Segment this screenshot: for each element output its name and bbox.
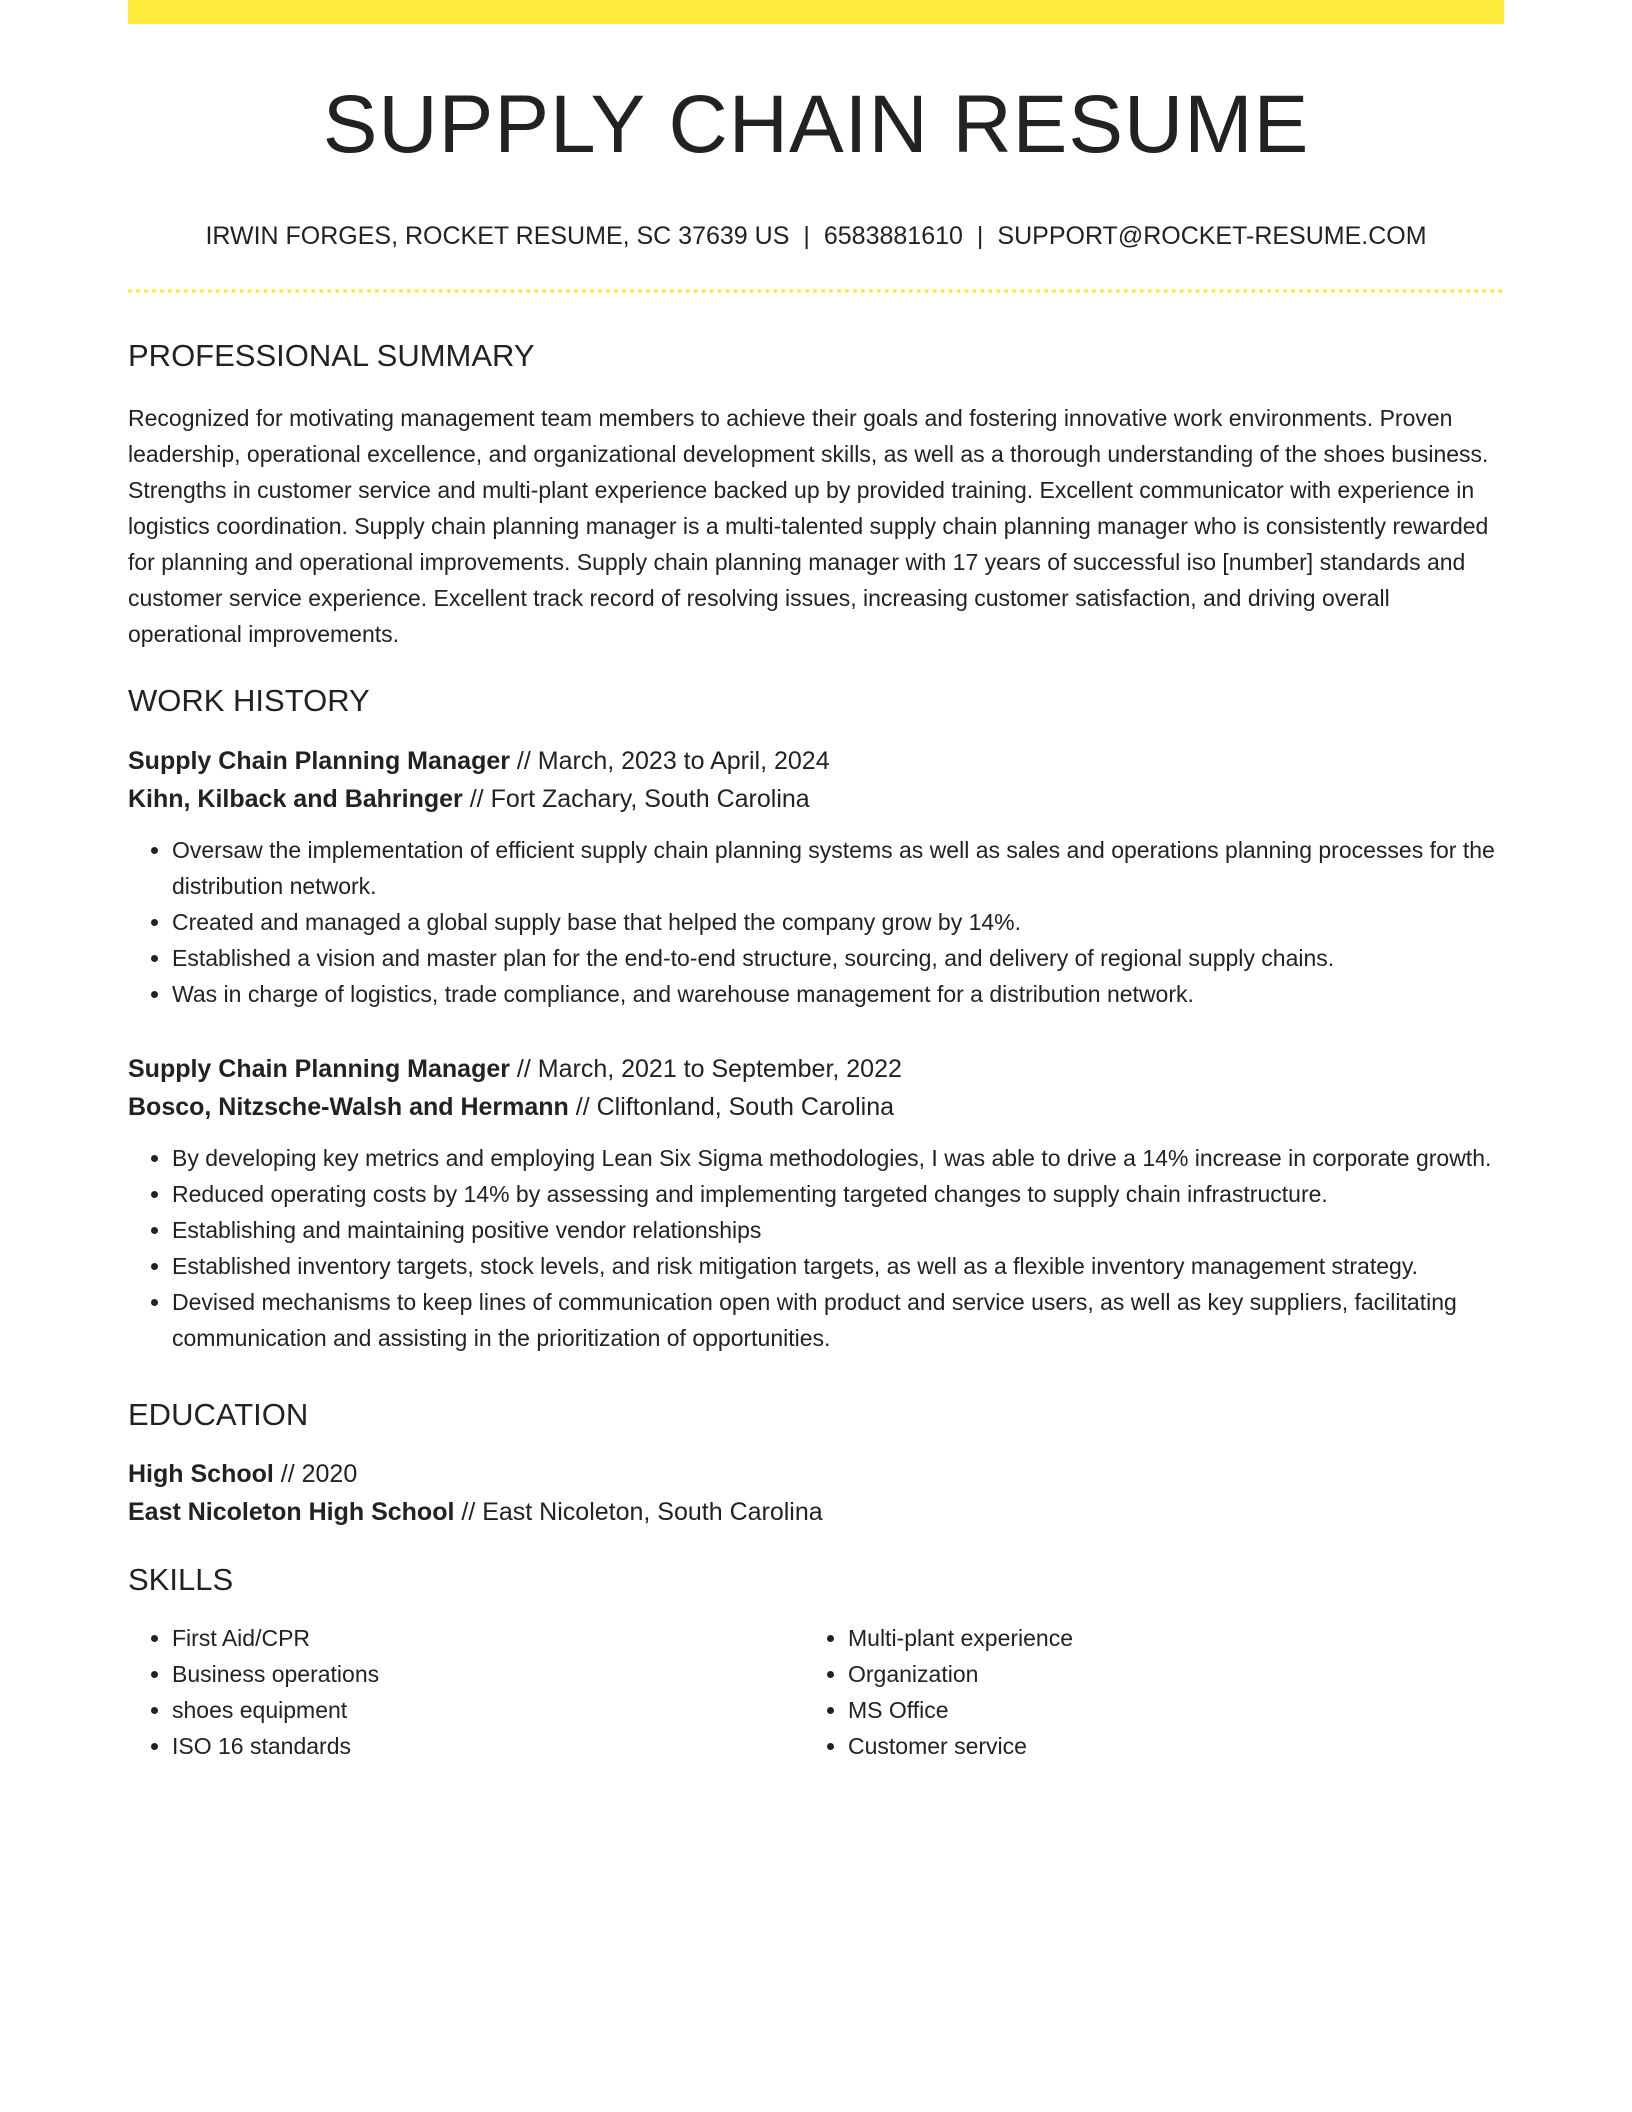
contact-phone: 6583881610 xyxy=(823,222,963,251)
education-year: // 2020 xyxy=(273,1459,358,1488)
job-company: Bosco, Nitzsche-Walsh and Hermann xyxy=(128,1092,569,1121)
job-bullet: • Was in charge of logistics, trade compliance, and warehouse management for a distribution network. xyxy=(172,976,1504,1012)
job-bullet: • Established inventory targets, stock levels, and risk mitigation targets, as well as a flexible inventory management strategy. xyxy=(172,1248,1504,1284)
education-school-line xyxy=(128,1493,1504,1531)
job-bullets xyxy=(128,832,1504,1012)
contact-address: IRWIN FORGES, ROCKET RESUME, SC 37639 US xyxy=(205,222,790,251)
job-dates: // March, 2021 to September, 2022 xyxy=(509,1054,902,1083)
accent-bar xyxy=(128,0,1504,24)
education-section xyxy=(128,1396,1504,1531)
job-bullet: • Established a vision and master plan for the end-to-end structure, sourcing, and delivery of regional supply chains. xyxy=(172,940,1504,976)
summary-text: Recognized for motivating management team members to achieve their goals and fostering innovative work environments. Proven leadership, operational excellence, and organizational development skills, as well as a thorough understanding of the shoes business. Strengths in customer service and multi-plant experience backed up by provided training. Excellent communicator with experience in logistics coordination. Supply chain planning manager is a multi-talented supply chain planning manager who is consistently rewarded for planning and operational improvements. Supply chain planning manager with 17 years of successful iso [number] standards and customer service experience. Excellent track record of resolving issues, increasing customer satisfaction, and driving overall operational improvements. xyxy=(128,405,1489,648)
section-heading-skills: SKILLS xyxy=(128,1561,234,1597)
job-bullet: • By developing key metrics and employing Lean Six Sigma methodologies, I was able to drive a 14% increase in corporate growth. xyxy=(172,1140,1504,1176)
education-school: East Nicoleton High School xyxy=(128,1497,455,1526)
education-degree-line xyxy=(128,1455,1504,1493)
skill-item: • Business operations xyxy=(172,1656,804,1692)
job-bullet: • Devised mechanisms to keep lines of communication open with product and service users, as well as key suppliers, facilitating communication and assisting in the prioritization of opportunities. xyxy=(172,1284,1504,1356)
contact-email: SUPPORT@ROCKET-RESUME.COM xyxy=(997,222,1427,251)
job-company-line xyxy=(128,780,1504,818)
job-dates: // March, 2023 to April, 2024 xyxy=(509,746,830,775)
job-title: Supply Chain Planning Manager xyxy=(128,746,510,775)
contact-separator: | xyxy=(803,222,810,251)
job-bullet: • Establishing and maintaining positive vendor relationships xyxy=(172,1212,1504,1248)
job-bullet: • Created and managed a global supply base that helped the company grow by 14%. xyxy=(172,904,1504,940)
education-location: // East Nicoleton, South Carolina xyxy=(454,1497,823,1526)
job-title: Supply Chain Planning Manager xyxy=(128,1054,510,1083)
job-entry xyxy=(128,1050,1504,1356)
skills-list-right xyxy=(804,1620,1480,1764)
skill-item: • MS Office xyxy=(848,1692,1480,1728)
resume-title: SUPPLY CHAIN RESUME xyxy=(322,79,1310,170)
job-bullets xyxy=(128,1140,1504,1356)
skill-item: • Organization xyxy=(848,1656,1480,1692)
education-degree: High School xyxy=(128,1459,274,1488)
education-entry xyxy=(128,1455,1504,1531)
resume-page xyxy=(128,0,1504,1764)
contact-line xyxy=(128,222,1504,251)
job-location: // Fort Zachary, South Carolina xyxy=(462,784,810,813)
skills-columns xyxy=(128,1620,1504,1764)
section-heading-summary: PROFESSIONAL SUMMARY xyxy=(128,338,535,374)
skill-item: • ISO 16 standards xyxy=(172,1728,804,1764)
job-bullet: • Oversaw the implementation of efficient supply chain planning systems as well as sales and operations planning processes for the distribution network. xyxy=(172,832,1504,904)
skills-section xyxy=(128,1561,1504,1764)
dotted-divider xyxy=(128,289,1504,293)
skill-item: • First Aid/CPR xyxy=(172,1620,804,1656)
work-history-section xyxy=(128,682,1504,1355)
section-heading-work: WORK HISTORY xyxy=(128,683,370,719)
contact-separator: | xyxy=(976,222,984,251)
job-location: // Cliftonland, South Carolina xyxy=(568,1092,895,1121)
job-title-line xyxy=(128,1050,1504,1088)
skills-list-left xyxy=(128,1620,804,1764)
job-company-line xyxy=(128,1088,1504,1126)
job-company: Kihn, Kilback and Bahringer xyxy=(128,784,463,813)
skill-item: • Multi-plant experience xyxy=(848,1620,1480,1656)
summary-section xyxy=(128,337,1504,652)
skill-item: • shoes equipment xyxy=(172,1692,804,1728)
job-title-line xyxy=(128,742,1504,780)
section-heading-education: EDUCATION xyxy=(128,1396,309,1432)
job-entry xyxy=(128,742,1504,1012)
skill-item: • Customer service xyxy=(848,1728,1480,1764)
job-bullet: • Reduced operating costs by 14% by assessing and implementing targeted changes to supply chain infrastructure. xyxy=(172,1176,1504,1212)
